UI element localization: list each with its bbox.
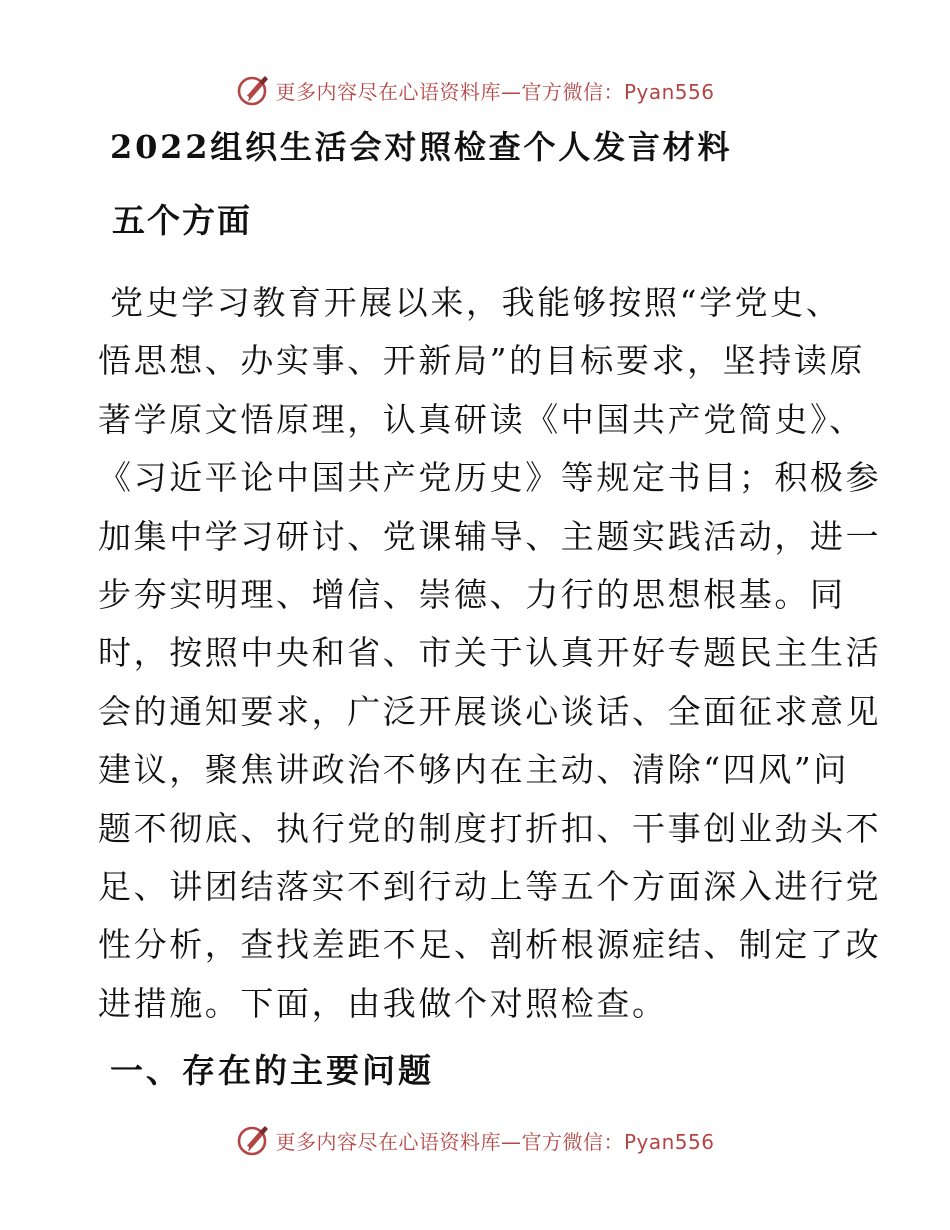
paragraph-line: 题不彻底、执行党的制度打折扣、干事创业劲头不	[98, 808, 882, 848]
paragraph-line: 加集中学习研讨、党课辅导、主题实践活动，进一	[98, 516, 882, 556]
paragraph-line: 建议，聚焦讲政治不够内在主动、清除“四风”问	[98, 750, 849, 790]
paragraph-line: 性分析，查找差距不足、剖析根源症结、制定了改	[98, 925, 882, 965]
paragraph-line: 足、讲团结落实不到行动上等五个方面深入进行党	[98, 866, 882, 906]
watermark-text: 更多内容尽在心语资料库—官方微信：Pyan556	[275, 79, 715, 104]
paragraph-line: 会的通知要求，广泛开展谈心谈话、全面征求意见	[98, 691, 882, 731]
watermark-footer	[0, 1120, 950, 1160]
watermark-header	[0, 70, 950, 110]
document-title: 2022组织生活会对照检查个人发言材料	[110, 128, 733, 166]
paragraph-line: 步夯实明理、增信、崇德、力行的思想根基。同	[98, 574, 846, 614]
paragraph-line: 党史学习教育开展以来，我能够按照“学党史、	[110, 283, 842, 322]
paragraph-line: 《习近平论中国共产党历史》等规定书目；积极参	[98, 458, 882, 498]
watermark-text: 更多内容尽在心语资料库—官方微信：Pyan556	[275, 1129, 715, 1154]
paragraph-line: 著学原文悟原理，认真研读《中国共产党简史》、	[98, 399, 865, 439]
pen-logo-icon	[235, 1122, 271, 1158]
body-paragraph	[98, 274, 882, 1033]
paragraph-line: 悟思想、办实事、开新局”的目标要求，坚持读原	[98, 341, 866, 381]
section-heading: 五个方面	[112, 201, 252, 240]
paragraph-line: 进措施。下面，由我做个对照检查。	[98, 983, 668, 1023]
heading-main-problems: 一、存在的主要问题	[110, 1051, 434, 1090]
paragraph-line: 时，按照中央和省、市关于认真开好专题民主生活	[98, 633, 882, 673]
pen-logo-icon	[235, 72, 271, 108]
